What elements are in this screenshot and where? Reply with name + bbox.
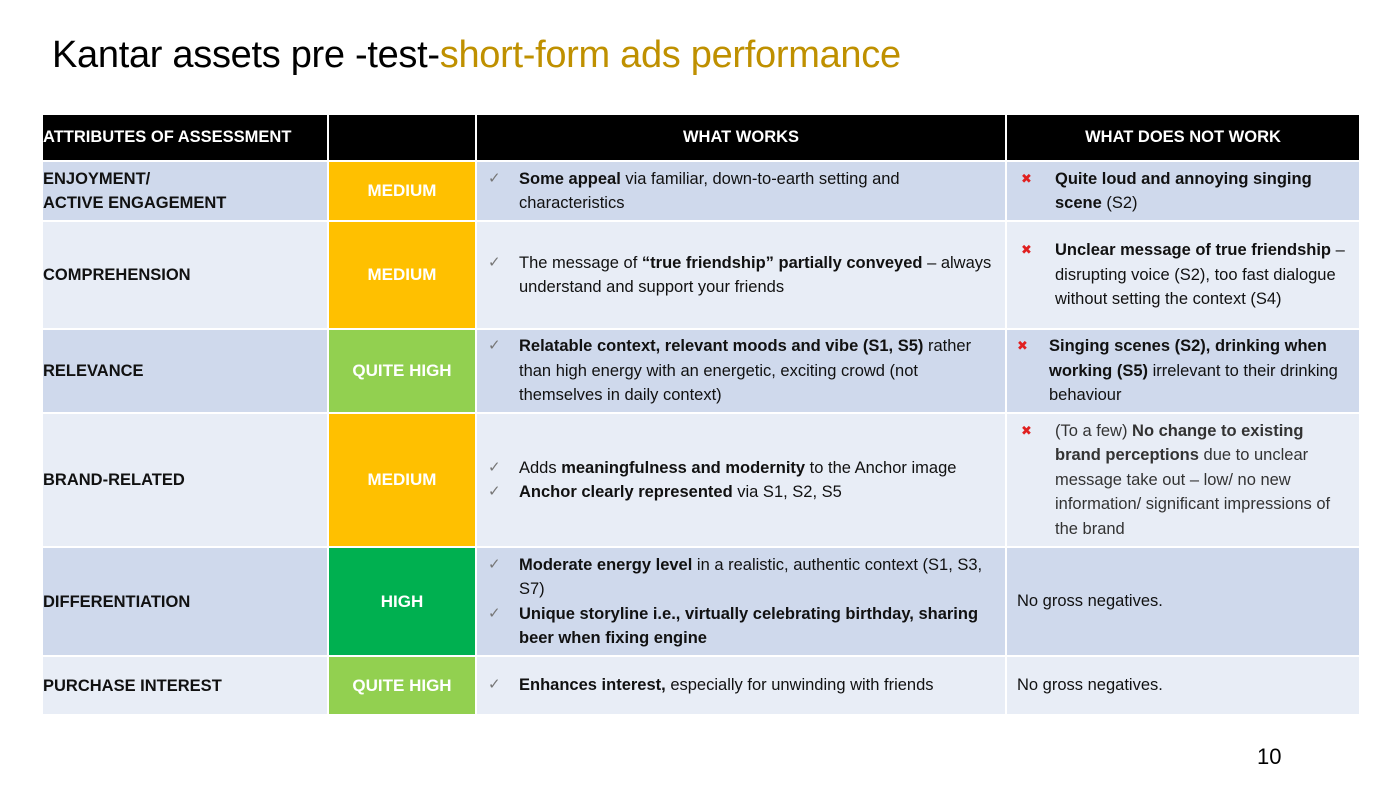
title-accent: short-form ads performance xyxy=(439,34,901,76)
what-does-not-work-cell xyxy=(1006,413,1360,547)
attribute-cell xyxy=(42,161,328,221)
what-does-not-work-cell xyxy=(1006,547,1360,656)
bullet-text: due to unclear message take out – low/ no new information/ significant impressions of the brand xyxy=(1055,446,1331,538)
bullet-pre: The message of xyxy=(519,253,642,272)
list-item xyxy=(477,480,1005,505)
no-negatives-text: No gross negatives. xyxy=(1017,592,1163,611)
no-negatives-text: No gross negatives. xyxy=(1017,676,1163,695)
list-item xyxy=(1007,238,1359,312)
list-item xyxy=(477,251,1005,300)
bullet-text: in a realistic, authentic context (S1, S3, S7) xyxy=(519,555,983,598)
attribute-cell: DIFFERENTIATION xyxy=(42,547,328,656)
table-row xyxy=(42,329,1360,413)
table-row xyxy=(42,656,1360,715)
bullet-pre: Adds xyxy=(519,458,562,477)
list-item xyxy=(477,167,1005,216)
what-does-not-work-cell xyxy=(1006,656,1360,715)
slide-title xyxy=(52,34,901,77)
check-icon: ✓ xyxy=(488,483,501,500)
check-icon: ✓ xyxy=(488,169,501,187)
what-works-cell xyxy=(476,161,1006,221)
what-works-cell xyxy=(476,329,1006,413)
table-header-row xyxy=(42,114,1360,161)
list-item xyxy=(477,673,1005,698)
cross-icon: ✖ xyxy=(1021,242,1032,258)
bullet-bold: meaningfulness and modernity xyxy=(561,458,806,477)
what-does-not-work-cell xyxy=(1006,161,1360,221)
cross-icon: ✖ xyxy=(1021,422,1032,438)
check-icon: ✓ xyxy=(488,555,501,573)
cross-icon: ✖ xyxy=(1021,170,1032,186)
list-item xyxy=(477,456,1005,481)
table-row xyxy=(42,547,1360,656)
bullet-bold: Moderate energy level xyxy=(519,555,693,574)
list-item xyxy=(1007,419,1359,542)
attribute-cell: RELEVANCE xyxy=(42,329,328,413)
header-rating xyxy=(328,114,476,161)
page-number: 10 xyxy=(1257,744,1282,769)
bullet-pre: (To a few) xyxy=(1055,421,1133,440)
bullet-bold: No change to existing brand perceptions xyxy=(1055,421,1304,465)
rating-cell: MEDIUM xyxy=(328,413,476,547)
bullet-text: irrelevant to their drinking behaviour xyxy=(1049,361,1338,405)
header-what-works: WHAT WORKS xyxy=(476,114,1006,161)
check-icon: ✓ xyxy=(488,337,501,355)
rating-cell: MEDIUM xyxy=(328,161,476,221)
check-icon: ✓ xyxy=(488,253,501,271)
rating-cell: MEDIUM xyxy=(328,221,476,329)
bullet-bold: Unique storyline i.e., virtually celebrating birthday, sharing beer when fixing engine xyxy=(519,604,979,647)
bullet-text: especially for unwinding with friends xyxy=(665,676,934,695)
bullet-bold: Anchor clearly represented xyxy=(519,483,733,501)
what-works-cell xyxy=(476,547,1006,656)
bullet-text: rather than high energy with an energetic, exciting crowd (not themselves in daily context) xyxy=(519,337,972,405)
bullet-text: via S1, S2, S5 xyxy=(732,483,842,501)
rating-cell: HIGH xyxy=(328,547,476,656)
bullet-bold: Relatable context, relevant moods and vibe (S1, S5) xyxy=(519,337,924,356)
list-item xyxy=(1007,334,1359,408)
attribute-line: ENJOYMENT/ xyxy=(43,170,151,188)
attribute-cell: PURCHASE INTEREST xyxy=(42,656,328,715)
attribute-cell: BRAND-RELATED xyxy=(42,413,328,547)
rating-cell: QUITE HIGH xyxy=(328,656,476,715)
bullet-text: (S2) xyxy=(1101,194,1138,212)
bullet-bold: Quite loud and annoying singing scene xyxy=(1055,169,1312,212)
bullet-bold: Enhances interest, xyxy=(519,676,666,695)
cross-icon: ✖ xyxy=(1017,338,1028,354)
list-item xyxy=(477,334,1005,408)
table-row xyxy=(42,221,1360,329)
check-icon: ✓ xyxy=(488,604,501,622)
list-item xyxy=(1007,167,1359,216)
bullet-bold: Unclear message of true friendship xyxy=(1055,241,1331,260)
attribute-line: ACTIVE ENGAGEMENT xyxy=(43,194,227,212)
attribute-cell: COMPREHENSION xyxy=(42,221,328,329)
header-attributes: ATTRIBUTES OF ASSESSMENT xyxy=(42,114,328,161)
table-row xyxy=(42,413,1360,547)
bullet-bold: Some appeal xyxy=(519,169,621,188)
what-works-cell xyxy=(476,413,1006,547)
bullet-bold: “true friendship” partially conveyed xyxy=(641,253,923,272)
bullet-text: – disrupting voice (S2), too fast dialogue without setting the context (S4) xyxy=(1055,241,1345,309)
bullet-bold: Singing scenes (S2), drinking when working (S5) xyxy=(1049,337,1327,380)
table-row xyxy=(42,161,1360,221)
check-icon: ✓ xyxy=(488,676,501,694)
list-item xyxy=(477,553,1005,602)
list-item xyxy=(477,602,1005,651)
bullet-text: to the Anchor image xyxy=(805,458,957,477)
bullet-text: – always understand and support your friends xyxy=(519,253,992,296)
bullet-text: via familiar, down-to-earth setting and characteristics xyxy=(519,169,900,212)
what-does-not-work-cell xyxy=(1006,221,1360,329)
what-works-cell xyxy=(476,656,1006,715)
what-does-not-work-cell xyxy=(1006,329,1360,413)
header-what-does-not-work: WHAT DOES NOT WORK xyxy=(1006,114,1360,161)
what-works-cell xyxy=(476,221,1006,329)
rating-cell: QUITE HIGH xyxy=(328,329,476,413)
check-icon: ✓ xyxy=(488,458,501,476)
title-prefix: Kantar assets pre -test- xyxy=(52,34,440,76)
assessment-table xyxy=(41,113,1361,716)
